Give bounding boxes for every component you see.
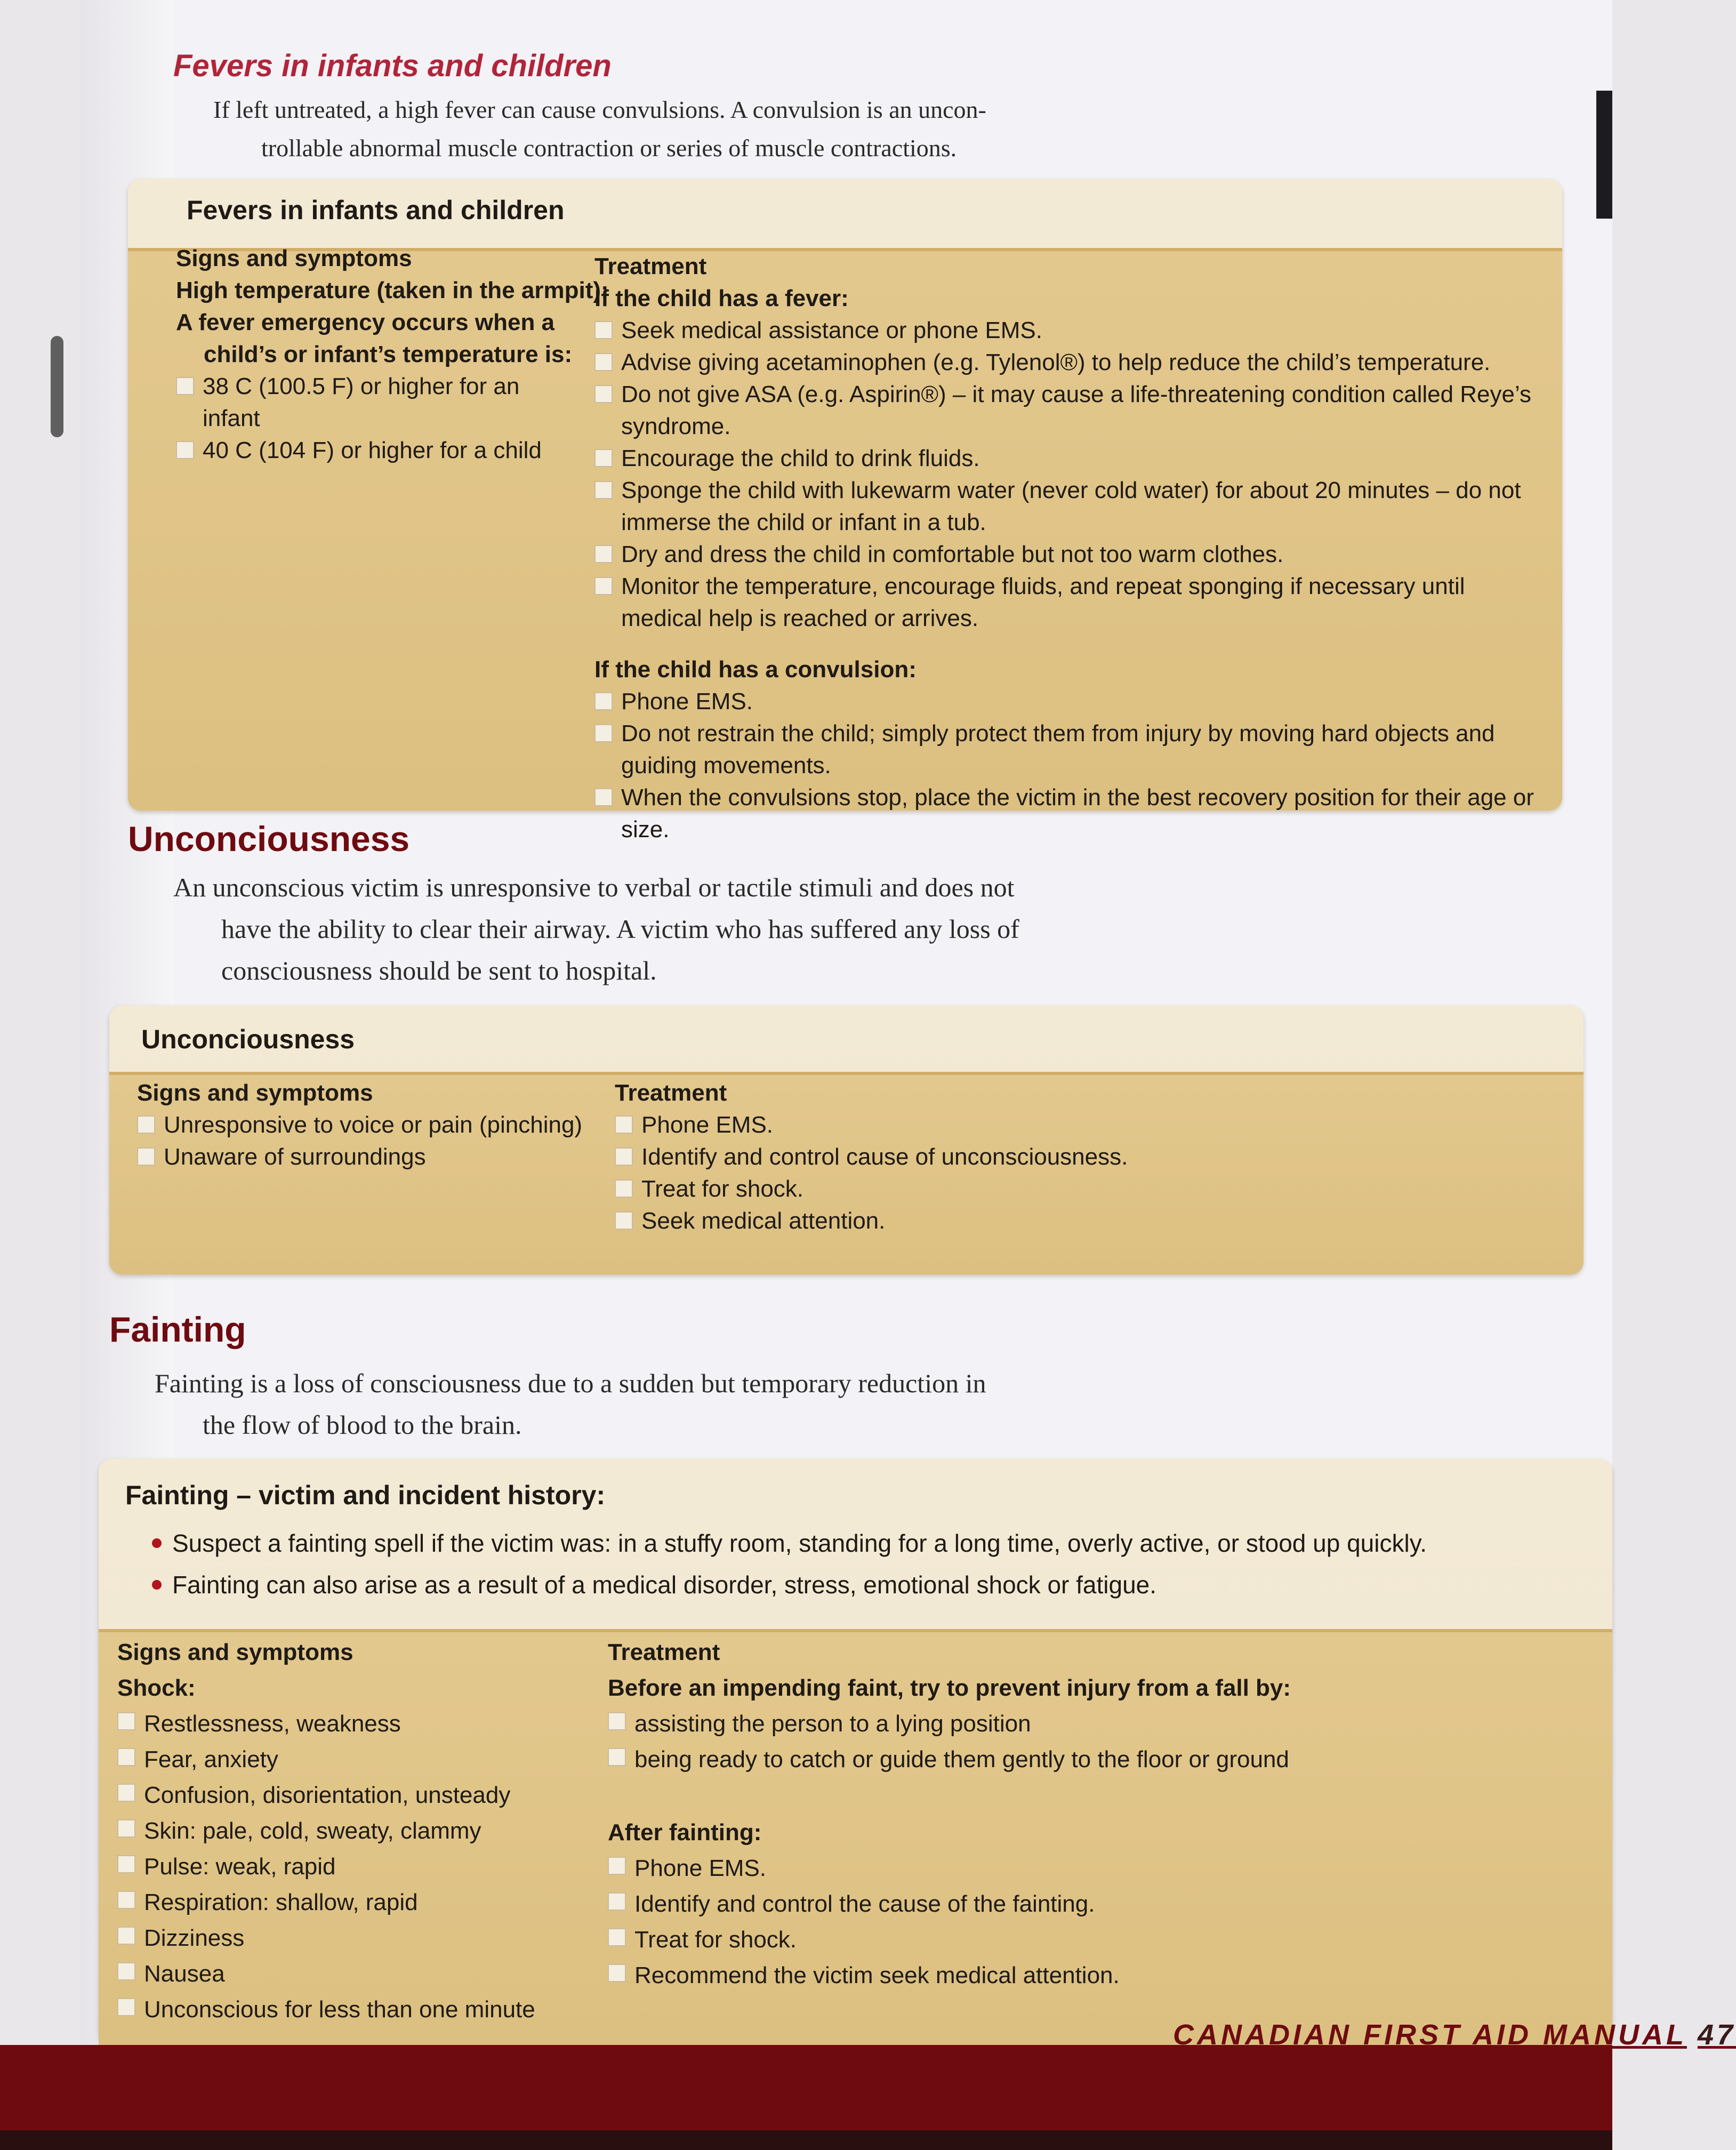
fevers-signs-header: Signs and symptoms (176, 245, 412, 271)
page-number: 47 (1697, 2019, 1736, 2051)
fevers-intro (213, 91, 986, 167)
fainting-history-list (152, 1522, 1427, 1606)
unconsciousness-treatment-item: Seek medical attention. (615, 1205, 1548, 1237)
fainting-after-item: Recommend the victim seek medical attention. (608, 1958, 1568, 1993)
fevers-sign-item: 38 C (100.5 F) or higher for an infant (176, 371, 560, 435)
fevers-intro-line1: If left untreated, a high fever can cause convulsions. A convulsion is an uncon- (213, 96, 986, 123)
fevers-sign-item: 40 C (104 F) or higher for a child (176, 435, 560, 467)
manual-title: CANADIAN FIRST AID MANUAL (1173, 2019, 1687, 2051)
checkbox-icon (137, 1148, 155, 1166)
fainting-after-sub: After fainting: (608, 1819, 762, 1846)
bullet-icon (152, 1580, 162, 1590)
unconsciousness-treatment-item: Identify and control cause of unconsciousness. (615, 1141, 1548, 1173)
unconsciousness-intro-line2: have the ability to clear their airway. A victim who has suffered any loss of (221, 914, 1019, 944)
checkbox-icon (594, 545, 613, 563)
checkbox-icon (594, 321, 613, 339)
unconsciousness-signs-column (137, 1077, 606, 1173)
fevers-intro-line2: trollable abnormal muscle contraction or series of muscle contractions. (261, 134, 957, 162)
checkbox-icon (117, 1998, 135, 2016)
checkbox-icon (594, 481, 613, 499)
checkbox-icon (117, 1962, 135, 1980)
checkbox-icon (117, 1712, 135, 1730)
checkbox-icon (608, 1857, 626, 1875)
fainting-sign-item: Unconscious for less than one minute (117, 1992, 597, 2027)
checkbox-icon (117, 1891, 135, 1909)
fainting-sign-item: Dizziness (117, 1920, 597, 1956)
fainting-treatment-column (608, 1634, 1568, 1993)
fevers-treatment-item: Seek medical assistance or phone EMS. (594, 315, 1544, 347)
fainting-before-item: being ready to catch or guide them gently to the floor or ground (608, 1742, 1568, 1777)
unconsciousness-heading: Unconciousness (128, 819, 410, 859)
fevers-convulsion-sub: If the child has a convulsion: (594, 656, 917, 683)
checkbox-icon (117, 1819, 135, 1838)
unconsciousness-treatment-item: Treat for shock. (615, 1173, 1548, 1205)
fevers-treatment-item: Advise giving acetaminophen (e.g. Tylenol®) to help reduce the child’s temperature. (594, 347, 1544, 379)
fevers-treatment-item: Encourage the child to drink fluids. (594, 443, 1544, 475)
fainting-sign-item: Fear, anxiety (117, 1742, 597, 1777)
fainting-intro-line2: the flow of blood to the brain. (203, 1410, 522, 1440)
fainting-shock-sub: Shock: (117, 1675, 196, 1701)
fainting-before-sub: Before an impending faint, try to prevent injury from a fall by: (608, 1675, 1291, 1701)
fainting-heading: Fainting (109, 1310, 246, 1349)
fainting-after-item: Treat for shock. (608, 1922, 1568, 1958)
fainting-sign-item: Pulse: weak, rapid (117, 1849, 597, 1884)
fainting-intro-line1: Fainting is a loss of consciousness due to a sudden but temporary reduction in (155, 1368, 986, 1398)
fainting-sign-item: Skin: pale, cold, sweaty, clammy (117, 1813, 597, 1849)
unconsciousness-signs-header: Signs and symptoms (137, 1080, 373, 1106)
unconsciousness-sign-item: Unaware of surroundings (137, 1141, 606, 1173)
fainting-after-item: Phone EMS. (608, 1850, 1568, 1886)
fainting-sign-item: Confusion, disorientation, unsteady (117, 1777, 597, 1813)
unconsciousness-intro-line1: An unconscious victim is unresponsive to verbal or tactile stimuli and does not (173, 872, 1015, 902)
fevers-treatment-item: Sponge the child with lukewarm water (never cold water) for about 20 minutes – do not immerse the child or infant in a tub. (594, 475, 1544, 539)
background-edge (1596, 91, 1612, 219)
fevers-box-title: Fevers in infants and children (187, 195, 565, 225)
checkbox-icon (608, 1892, 626, 1911)
fevers-convulsion-item: Do not restrain the child; simply protect them from injury by moving hard objects and guiding movements. (594, 718, 1544, 782)
fainting-history-bullet: Suspect a fainting spell if the victim was: in a stuffy room, standing for a long time, overly active, or stood up quickly. (152, 1522, 1427, 1564)
checkbox-icon (615, 1148, 633, 1166)
unconsciousness-treatment-header: Treatment (615, 1080, 727, 1106)
checkbox-icon (615, 1180, 633, 1198)
checkbox-icon (615, 1212, 633, 1230)
footer-shadow (0, 2130, 1612, 2150)
fevers-convulsion-item: When the convulsions stop, place the victim in the best recovery position for their age or size. (594, 782, 1544, 846)
checkbox-icon (594, 353, 613, 371)
checkbox-icon (594, 385, 613, 403)
unconsciousness-box-title: Unconciousness (141, 1024, 355, 1054)
bullet-icon (152, 1538, 162, 1548)
fainting-treatment-header: Treatment (608, 1639, 720, 1665)
fevers-heading: Fevers in infants and children (173, 49, 612, 83)
checkbox-icon (176, 377, 194, 395)
footer-title (1173, 2018, 1736, 2051)
checkbox-icon (594, 724, 613, 742)
fevers-signs-sub3: child’s or infant’s temperature is: (204, 341, 573, 367)
fevers-treatment-item: Dry and dress the child in comfortable but not too warm clothes. (594, 539, 1544, 571)
checkbox-icon (608, 1712, 626, 1730)
unconsciousness-sign-item: Unresponsive to voice or pain (pinching) (137, 1109, 606, 1141)
checkbox-icon (594, 449, 613, 467)
fainting-before-item: assisting the person to a lying position (608, 1706, 1568, 1742)
footer-band (0, 2045, 1612, 2130)
fainting-sign-item: Respiration: shallow, rapid (117, 1884, 597, 1920)
fevers-treatment-header: Treatment (594, 253, 707, 279)
fevers-signs-sub1: High temperature (taken in the armpit): (176, 277, 609, 303)
fevers-treatment-column (594, 251, 1544, 846)
fainting-intro (155, 1362, 986, 1446)
fevers-fever-sub: If the child has a fever: (594, 285, 849, 311)
fainting-box (99, 1458, 1612, 2045)
checkbox-icon (176, 441, 194, 459)
fevers-convulsion-item: Phone EMS. (594, 686, 1544, 718)
checkbox-icon (117, 1855, 135, 1873)
unconsciousness-intro (173, 867, 1019, 991)
fevers-treatment-item: Monitor the temperature, encourage fluids, and repeat sponging if necessary until medical help is reached or arrives. (594, 571, 1544, 635)
fainting-sign-item: Restlessness, weakness (117, 1706, 597, 1742)
fainting-history-title: Fainting – victim and incident history: (125, 1480, 606, 1510)
fainting-sign-item: Nausea (117, 1956, 597, 1992)
checkbox-icon (608, 1964, 626, 1982)
checkbox-icon (608, 1928, 626, 1946)
fevers-signs-sub2: A fever emergency occurs when a (176, 309, 555, 335)
fainting-signs-header: Signs and symptoms (117, 1639, 353, 1665)
checkbox-icon (594, 577, 613, 595)
unconsciousness-box (109, 1005, 1584, 1274)
checkbox-icon (608, 1748, 626, 1766)
binding-mark (51, 336, 63, 437)
checkbox-icon (594, 788, 613, 806)
checkbox-icon (117, 1748, 135, 1766)
fainting-signs-column (117, 1634, 597, 2027)
fevers-signs-column (176, 243, 609, 467)
fevers-treatment-item: Do not give ASA (e.g. Aspirin®) – it may cause a life-threatening condition called Reye’s syndrome. (594, 379, 1544, 443)
checkbox-icon (615, 1116, 633, 1134)
fainting-after-item: Identify and control the cause of the fainting. (608, 1886, 1568, 1922)
checkbox-icon (117, 1784, 135, 1802)
checkbox-icon (594, 692, 613, 710)
checkbox-icon (117, 1927, 135, 1945)
fainting-history-bullet: Fainting can also arise as a result of a medical disorder, stress, emotional shock or fatigue. (152, 1564, 1427, 1606)
unconsciousness-intro-line3: consciousness should be sent to hospital. (221, 956, 657, 985)
unconsciousness-treatment-item: Phone EMS. (615, 1109, 1548, 1141)
checkbox-icon (137, 1116, 155, 1134)
unconsciousness-treatment-column (615, 1077, 1548, 1237)
